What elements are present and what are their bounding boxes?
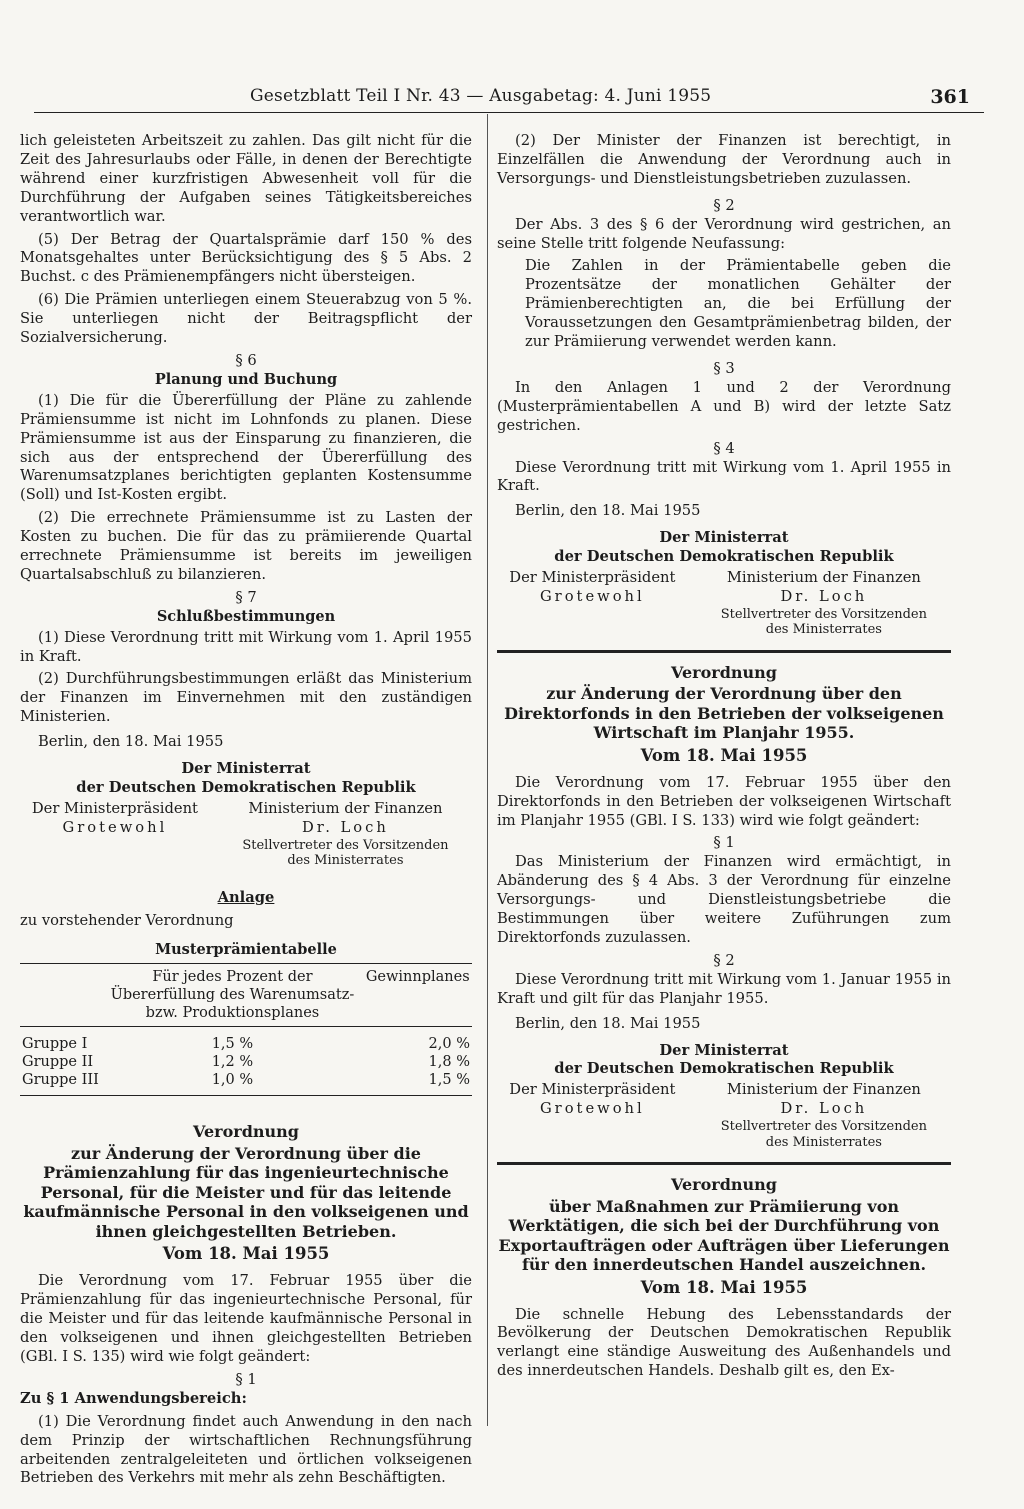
table-cell: 1,5 % <box>211 1036 254 1053</box>
paragraph: Die schnelle Hebung des Lebensstandards der Bevölkerung der Deutschen Demokratischen Republik verlangt eine ständige Ausweitung des Außenhandels und des innerdeutschen Handels. Deshalb gilt es, den Ex- <box>497 1305 951 1380</box>
section-number: § 1 <box>713 834 735 852</box>
paragraph: (1) Diese Verordnung tritt mit Wirkung vom 1. April 1955 in Kraft. <box>20 628 472 665</box>
table-header-empty <box>20 964 101 1027</box>
left-column <box>20 132 472 1492</box>
ordinance-title: zur Änderung der Verordnung über die Prämienzahlung für das ingenieurtechnische Personal, für die Meister und für das leitende kaufmännische Personal in den volkseigenen und ihnen gleichgestellten Betrieben. <box>23 1143 469 1241</box>
signer-name: Dr. Loch <box>780 1100 868 1118</box>
ordinance-title: über Maßnahmen zur Prämiierung von Werktätigen, die sich bei der Durchführung von Exportaufträgen oder Aufträgen über Lieferungen für den innerdeutschen Handel auszeichnen. <box>498 1196 950 1275</box>
signer-name: Grotewohl <box>539 587 645 605</box>
signer-role: des Ministerrates <box>287 853 404 869</box>
paragraph: (1) Die für die Übererfüllung der Pläne zu zahlende Prämiensumme ist nicht im Lohnfonds zu planen. Diese Prämiensumme ist aus der Einsparung zu finanzieren, die sich aus der entsprechend der Übererfüllung des Warenumsatzplanes berichtigten geplanten Kostensumme (Soll) und Ist-Kosten ergibt. <box>20 391 472 504</box>
table-cell: Gruppe II <box>22 1054 94 1071</box>
table-cell: 1,8 % <box>428 1054 470 1071</box>
paragraph: Diese Verordnung tritt mit Wirkung vom 1. Januar 1955 in Kraft und gilt für das Planjahr 1955. <box>497 970 951 1007</box>
section-title: Schlußbestimmungen <box>156 607 336 625</box>
paragraph: Das Ministerium der Finanzen wird ermächtigt, in Abänderung des § 4 Abs. 3 der Verordnung für einzelne Versorgungs- und Dienstleistungsbetriebe die Bestimmungen über weitere Zuführungen zum Direktorfonds zuzulassen. <box>497 853 951 946</box>
paragraph: (6) Die Prämien unterliegen einem Steuerabzug von 5 %. Sie unterliegen nicht der Beitragspflicht der Sozialversicherung. <box>20 291 472 347</box>
signer-ministry: Ministerium der Finanzen <box>726 1081 921 1099</box>
table-row <box>20 1071 472 1096</box>
signer-role: Der Ministerpräsident <box>509 1081 676 1099</box>
quoted-text: Die Zahlen in der Prämientabelle geben die Prozentsätze der monatlichen Gehälter der Prämienberechtigten an, die bei Erfüllung der Voraussetzungen den Gesamtprämienbetrag bilden, der zur Prämiierung verwendet werden kann. <box>525 257 951 351</box>
ordinance-date: Vom 18. Mai 1955 <box>162 1244 330 1264</box>
place-date: Berlin, den 18. Mai 1955 <box>515 1014 701 1032</box>
signer-name: Dr. Loch <box>302 818 389 836</box>
signer-ministry: Ministerium der Finanzen <box>726 569 921 587</box>
ordinance-date: Vom 18. Mai 1955 <box>640 1277 808 1297</box>
ordinance-label: Verordnung <box>671 1175 777 1195</box>
signer-role: Der Ministerpräsident <box>509 569 676 587</box>
section-rule <box>497 1162 951 1165</box>
section-number: § 3 <box>713 359 735 377</box>
table-cell: Gruppe III <box>20 1071 101 1096</box>
table-header: Gewinnplanes <box>364 964 472 1027</box>
signature-council: Der Ministerrat <box>659 1041 789 1059</box>
signer-ministry: Ministerium der Finanzen <box>248 799 443 817</box>
running-title: Gesetzblatt Teil I Nr. 43 — Ausgabetag: 4. Juni 1955 <box>250 86 712 106</box>
section-number: § 2 <box>713 951 735 969</box>
signature-block <box>20 760 472 869</box>
signer-role: Stellvertreter des Vorsitzenden <box>720 606 927 622</box>
ordinance-title: zur Änderung der Verordnung über den Direktorfonds in den Betrieben der volkseigenen Wirtschaft im Planjahr 1955. <box>504 684 944 743</box>
table-cell: 2,0 % <box>428 1036 470 1053</box>
signer-role: Der Ministerpräsident <box>31 799 198 817</box>
signer-role: Stellvertreter des Vorsitzenden <box>720 1119 927 1135</box>
ordinance-date: Vom 18. Mai 1955 <box>640 745 808 765</box>
section-title: Planung und Buchung <box>154 370 338 388</box>
signature-council-sub: der Deutschen Demokratischen Republik <box>554 548 894 566</box>
appendix-subtitle: zu vorstehender Verordnung <box>20 911 234 929</box>
ordinance-label: Verordnung <box>193 1122 299 1142</box>
table-cell: 1,0 % <box>101 1071 363 1096</box>
section-rule <box>497 650 951 653</box>
signature-council: Der Ministerrat <box>181 760 311 778</box>
paragraph: Die Verordnung vom 17. Februar 1955 über den Direktorfonds in den Betrieben der volkseigenen Wirtschaft im Planjahr 1955 (GBl. I S. 133) wird wie folgt geändert: <box>497 773 951 829</box>
signature-block <box>497 529 951 638</box>
paragraph: lich geleisteten Arbeitszeit zu zahlen. Das gilt nicht für die Zeit des Jahresurlaubs oder Fälle, in denen der Berechtigte während einer kurzfristigen Abwesenheit voll für die Durchführung der Aufgaben seines Tätigkeitsbereiches verantwortlich war. <box>20 132 472 225</box>
paragraph: (2) Durchführungsbestimmungen erläßt das Ministerium der Finanzen im Einvernehmen mit den zuständigen Ministerien. <box>20 670 472 726</box>
table-title: Musterprämientabelle <box>155 940 337 958</box>
paragraph: (2) Die errechnete Prämiensumme ist zu Lasten der Kosten zu buchen. Die für das zu prämiierende Quartal errechnete Prämiensumme ist bereits im jeweiligen Quartalsabschluß zu bilanzieren. <box>20 509 472 583</box>
paragraph: (1) Die Verordnung findet auch Anwendung in den nach dem Prinzip der wirtschaftlichen Rechnungsführung arbeitenden zentralgeleiteten und örtlichen volkseigenen Betrieben des Verkehrs mit mehr als zehn Beschäftigten. <box>20 1412 472 1487</box>
section-number: § 4 <box>713 439 735 457</box>
section-number: § 2 <box>713 196 735 214</box>
signature-block <box>497 1042 951 1151</box>
table-cell: 1,2 % <box>211 1054 254 1071</box>
page-header <box>34 86 984 116</box>
ordinance-label: Verordnung <box>671 662 777 682</box>
table-header: Für jedes Prozent der Übererfüllung des Warenumsatz- bzw. Produktionsplanes <box>101 964 363 1027</box>
table-row <box>20 1027 472 1054</box>
paragraph: Der Abs. 3 des § 6 der Verordnung wird gestrichen, an seine Stelle tritt folgende Neufassung: <box>497 215 951 252</box>
place-date: Berlin, den 18. Mai 1955 <box>515 502 701 520</box>
paragraph: (2) Der Minister der Finanzen ist berechtigt, in Einzelfällen die Anwendung der Verordnung auch in Versorgungs- und Dienstleistungsbetrieben zuzulassen. <box>497 132 951 187</box>
signer-role: des Ministerrates <box>765 622 882 638</box>
signer-role: Stellvertreter des Vorsitzenden <box>242 837 449 853</box>
paragraph: (5) Der Betrag der Quartalsprämie darf 150 % des Monatsgehaltes unter Berücksichtigung des § 5 Abs. 2 Buchst. c des Prämienempfängers nicht übersteigen. <box>20 230 472 286</box>
signature-council-sub: der Deutschen Demokratischen Republik <box>76 779 416 796</box>
right-column <box>497 132 951 1385</box>
page-number: 361 <box>930 86 970 108</box>
section-number: § 6 <box>235 351 257 369</box>
signer-name: Grotewohl <box>62 818 168 836</box>
signer-name: Grotewohl <box>539 1100 645 1118</box>
signature-council: Der Ministerrat <box>659 529 789 547</box>
section-number: § 7 <box>235 588 257 606</box>
signer-name: Dr. Loch <box>780 587 868 605</box>
premium-table <box>20 963 472 1096</box>
place-date: Berlin, den 18. Mai 1955 <box>38 733 224 751</box>
table-cell: Gruppe I <box>22 1036 88 1053</box>
column-divider <box>487 114 488 1426</box>
appendix-title: Anlage <box>217 888 275 906</box>
header-rule <box>34 112 984 113</box>
section-title: Zu § 1 Anwendungsbereich: <box>20 1389 247 1407</box>
paragraph: Diese Verordnung tritt mit Wirkung vom 1. April 1955 in Kraft. <box>497 458 951 495</box>
paragraph: Die Verordnung vom 17. Februar 1955 über die Prämienzahlung für das ingenieurtechnische Personal, für die Meister und für das leitende kaufmännische Personal in den volkseigenen und ihnen gleichgestellten Betrieben (GBl. I S. 135) wird wie folgt geändert: <box>20 1272 472 1365</box>
paragraph: In den Anlagen 1 und 2 der Verordnung (Musterprämientabellen A und B) wird der letzte Satz gestrichen. <box>497 378 951 434</box>
signature-council-sub: der Deutschen Demokratischen Republik <box>554 1060 894 1078</box>
table-row <box>20 1053 472 1071</box>
signer-role: des Ministerrates <box>765 1134 882 1150</box>
table-cell: 1,5 % <box>364 1071 472 1096</box>
section-number: § 1 <box>235 1370 257 1388</box>
